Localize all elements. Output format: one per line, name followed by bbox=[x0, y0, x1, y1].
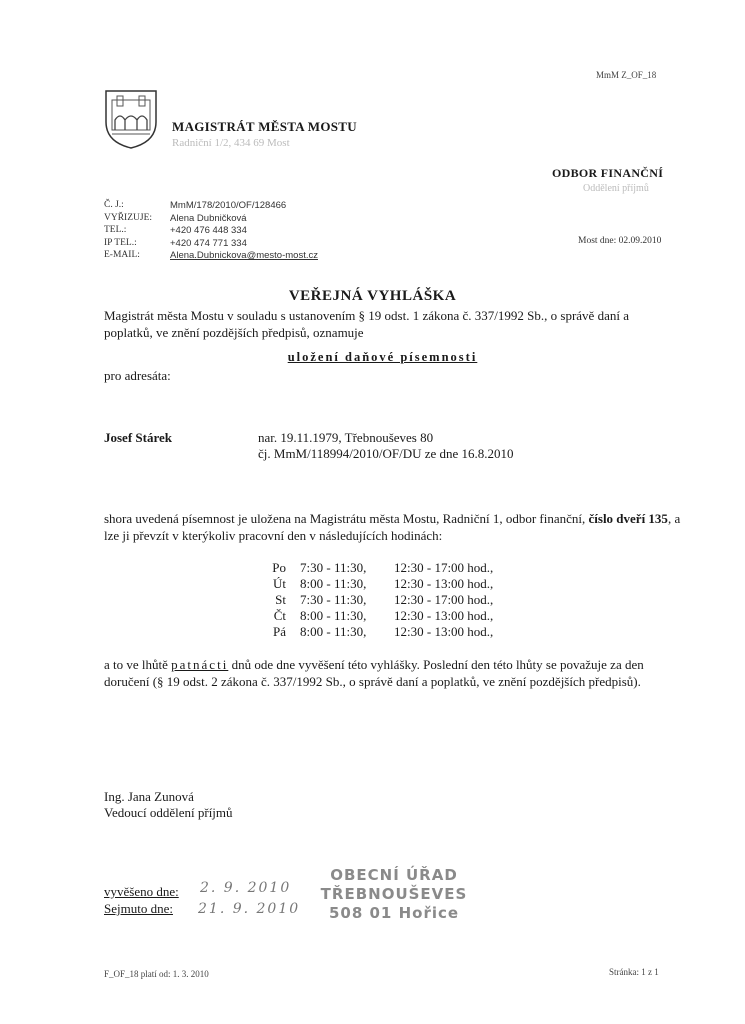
sub-department: Oddělení příjmů bbox=[583, 183, 649, 194]
posted-date: 2. 9. 2010 bbox=[200, 880, 292, 896]
document-date bbox=[578, 236, 661, 246]
hours-day: Út bbox=[273, 576, 286, 591]
org-name: MAGISTRÁT MĚSTA MOSTU bbox=[172, 119, 357, 134]
department: ODBOR FINANČNÍ bbox=[552, 166, 664, 180]
signer-role: Vedoucí oddělení příjmů bbox=[104, 805, 233, 820]
org-address: Radniční 1/2, 434 69 Most bbox=[172, 137, 290, 149]
deadline-days: patnácti bbox=[171, 657, 229, 672]
subject-line: uložení daňové písemnosti bbox=[287, 350, 478, 364]
pickup-text-b: , a lze ji převzít v kterýkoliv pracovní den v následujících hodinách: bbox=[104, 511, 681, 543]
stamp-line-postcode: 508 01 Hořice bbox=[328, 904, 460, 922]
footer-page-number: Stránka: 1 z 1 bbox=[609, 967, 659, 977]
meta-value-handler: Alena Dubničková bbox=[170, 213, 247, 224]
hours-day: St bbox=[275, 592, 286, 607]
hours-day: Čt bbox=[273, 608, 286, 623]
hours-morning: 7:30 - 11:30, bbox=[300, 560, 367, 575]
meta-label-tel: TEL.: bbox=[104, 225, 127, 235]
hours-morning: 8:00 - 11:30, bbox=[300, 608, 367, 623]
removed-date: 21. 9. 2010 bbox=[198, 901, 301, 917]
meta-value-tel: +420 476 448 334 bbox=[170, 225, 247, 236]
hours-day: Pá bbox=[273, 624, 286, 639]
stamp-line-village: TŘEBNOUŠEVES bbox=[320, 885, 468, 903]
signer-name: Ing. Jana Zunová bbox=[104, 789, 194, 804]
hours-morning: 8:00 - 11:30, bbox=[300, 624, 367, 639]
meta-label-ref: Č. J.: bbox=[104, 200, 124, 210]
meta-value-iptel: +420 474 771 334 bbox=[170, 238, 247, 249]
hours-morning: 7:30 - 11:30, bbox=[300, 592, 367, 607]
hours-afternoon: 12:30 - 17:00 hod., bbox=[394, 592, 494, 607]
recipient-birth-address: nar. 19.11.1979, Třebnouševes 80 bbox=[258, 430, 434, 445]
office-stamp bbox=[314, 866, 474, 923]
recipient-name: Josef Stárek bbox=[104, 430, 173, 445]
document-title: VEŘEJNÁ VYHLÁŠKA bbox=[288, 288, 457, 304]
form-code: MmM Z_OF_18 bbox=[596, 70, 657, 80]
removed-label: Sejmuto dne: bbox=[104, 901, 173, 916]
stamp-line-office: OBECNÍ ÚŘAD bbox=[330, 866, 458, 884]
email-link[interactable]: Alena.Dubnickova@mesto-most.cz bbox=[170, 250, 318, 261]
footer-validity: F_OF_18 platí od: 1. 3. 2010 bbox=[104, 969, 209, 979]
hours-day: Po bbox=[272, 560, 286, 575]
meta-label-iptel: IP TEL.: bbox=[104, 238, 137, 248]
deadline-paragraph bbox=[104, 656, 684, 690]
meta-label-handler: VYŘIZUJE: bbox=[104, 213, 153, 223]
hours-morning: 8:00 - 11:30, bbox=[300, 576, 367, 591]
deadline-text-b: dnů ode dne vyvěšení této vyhlášky. Poslední den této lhůty se považuje za den doručení (§ 19 odst. 2 zákona č. 337/1992 Sb., o správě daní a poplatků, ve znění pozdějších předpisů). bbox=[104, 657, 644, 689]
meta-label-email: E-MAIL: bbox=[104, 250, 140, 260]
addressee-label: pro adresáta: bbox=[104, 368, 171, 383]
hours-afternoon: 12:30 - 13:00 hod., bbox=[394, 608, 494, 623]
intro-paragraph: Magistrát města Mostu v souladu s ustanovením § 19 odst. 1 zákona č. 337/1992 Sb., o správě daní a poplatků, ve znění pozdějších předpisů, oznamuje bbox=[104, 308, 629, 340]
pickup-paragraph bbox=[104, 510, 684, 544]
door-number: číslo dveří 135 bbox=[588, 511, 668, 526]
pickup-text-a: shora uvedená písemnost je uložena na Magistrátu města Mostu, Radniční 1, odbor finanční, bbox=[104, 511, 586, 526]
date-label: Most dne: bbox=[578, 236, 617, 246]
recipient-reference: čj. MmM/118994/2010/OF/DU ze dne 16.8.2010 bbox=[258, 446, 514, 461]
city-crest-icon bbox=[103, 88, 159, 150]
hours-afternoon: 12:30 - 17:00 hod., bbox=[394, 560, 494, 575]
date-value: 02.09.2010 bbox=[618, 236, 662, 246]
hours-afternoon: 12:30 - 13:00 hod., bbox=[394, 576, 494, 591]
posted-label: vyvěšeno dne: bbox=[104, 884, 179, 899]
deadline-text-a: a to ve lhůtě bbox=[104, 657, 168, 672]
meta-value-ref: MmM/178/2010/OF/128466 bbox=[170, 200, 287, 211]
hours-afternoon: 12:30 - 13:00 hod., bbox=[394, 624, 494, 639]
